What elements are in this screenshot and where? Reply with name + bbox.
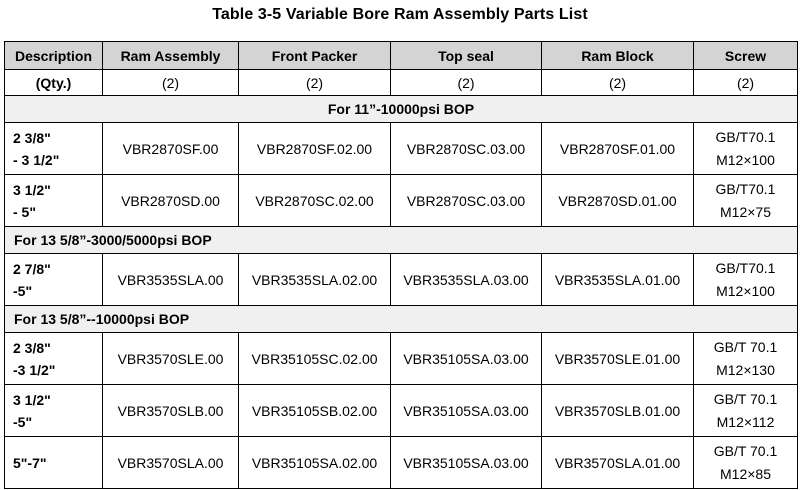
table-row <box>5 385 798 437</box>
top-seal-cell: VBR35105SA.03.00 <box>391 333 542 385</box>
description-cell <box>5 333 103 385</box>
front-packer-cell: VBR35105SA.02.00 <box>239 437 391 489</box>
screw-size: M12×85 <box>720 465 771 482</box>
front-packer-cell: VBR2870SC.02.00 <box>239 175 391 227</box>
ram-block-cell: VBR3570SLE.01.00 <box>542 333 694 385</box>
group-header-row <box>5 227 798 254</box>
table-row <box>5 437 798 489</box>
description-line: 5"-7" <box>13 454 47 471</box>
quantity-cell: (2) <box>391 70 542 96</box>
ram-assembly-cell: VBR3570SLE.00 <box>103 333 239 385</box>
screw-standard: GB/T70.1 <box>715 128 776 145</box>
parts-table <box>4 41 798 489</box>
column-header-top-seal: Top seal <box>391 42 542 70</box>
quantity-label: (Qty.) <box>5 70 103 96</box>
screw-cell <box>694 437 798 489</box>
front-packer-cell: VBR35105SB.02.00 <box>239 385 391 437</box>
ram-assembly-cell: VBR3570SLA.00 <box>103 437 239 489</box>
quantity-cell: (2) <box>694 70 798 96</box>
description-line: -5" <box>13 413 33 430</box>
description-line: 3 1/2" <box>13 391 51 408</box>
description-line: 3 1/2" <box>13 181 51 198</box>
description-line: 2 3/8" <box>13 129 51 146</box>
screw-cell <box>694 254 798 306</box>
description-cell <box>5 254 103 306</box>
description-cell <box>5 123 103 175</box>
ram-block-cell: VBR3570SLB.01.00 <box>542 385 694 437</box>
quantity-cell: (2) <box>542 70 694 96</box>
group-header: For 11”-10000psi BOP <box>5 96 798 123</box>
description-line: - 3 1/2" <box>13 151 60 168</box>
column-header-ram-block: Ram Block <box>542 42 694 70</box>
ram-assembly-cell: VBR2870SF.00 <box>103 123 239 175</box>
ram-assembly-cell: VBR3535SLA.00 <box>103 254 239 306</box>
table-row <box>5 333 798 385</box>
screw-standard: GB/T70.1 <box>715 259 776 276</box>
ram-assembly-cell: VBR3570SLB.00 <box>103 385 239 437</box>
column-header-front-packer: Front Packer <box>239 42 391 70</box>
group-header: For 13 5/8”--10000psi BOP <box>5 306 798 333</box>
table-row <box>5 175 798 227</box>
column-header-description: Description <box>5 42 103 70</box>
top-seal-cell: VBR35105SA.03.00 <box>391 437 542 489</box>
screw-standard: GB/T 70.1 <box>713 442 778 459</box>
screw-size: M12×100 <box>716 151 775 168</box>
screw-standard: GB/T 70.1 <box>713 338 778 355</box>
front-packer-cell: VBR2870SF.02.00 <box>239 123 391 175</box>
screw-size: M12×100 <box>716 282 775 299</box>
top-seal-cell: VBR3535SLA.03.00 <box>391 254 542 306</box>
group-header: For 13 5/8”-3000/5000psi BOP <box>5 227 798 254</box>
description-cell <box>5 385 103 437</box>
description-line: -5" <box>13 282 33 299</box>
screw-size: M12×75 <box>720 203 771 220</box>
ram-block-cell: VBR3535SLA.01.00 <box>542 254 694 306</box>
screw-cell <box>694 175 798 227</box>
top-seal-cell: VBR2870SC.03.00 <box>391 175 542 227</box>
screw-cell <box>694 123 798 175</box>
description-line: 2 7/8" <box>13 260 51 277</box>
table-row <box>5 123 798 175</box>
screw-size: M12×112 <box>716 413 775 430</box>
screw-standard: GB/T 70.1 <box>713 390 778 407</box>
description-line: - 5" <box>13 203 36 220</box>
top-seal-cell: VBR2870SC.03.00 <box>391 123 542 175</box>
group-header-row <box>5 96 798 123</box>
description-line: -3 1/2" <box>13 361 56 378</box>
screw-standard: GB/T70.1 <box>715 180 776 197</box>
header-row <box>5 42 798 70</box>
ram-assembly-cell: VBR2870SD.00 <box>103 175 239 227</box>
quantity-cell: (2) <box>239 70 391 96</box>
description-cell <box>5 175 103 227</box>
description-cell <box>5 437 103 489</box>
column-header-ram-assembly: Ram Assembly <box>103 42 239 70</box>
quantity-row <box>5 70 798 96</box>
top-seal-cell: VBR35105SA.03.00 <box>391 385 542 437</box>
table-row <box>5 254 798 306</box>
front-packer-cell: VBR3535SLA.02.00 <box>239 254 391 306</box>
front-packer-cell: VBR35105SC.02.00 <box>239 333 391 385</box>
ram-block-cell: VBR2870SD.01.00 <box>542 175 694 227</box>
screw-cell <box>694 333 798 385</box>
quantity-cell: (2) <box>103 70 239 96</box>
description-line: 2 3/8" <box>13 339 51 356</box>
group-header-row <box>5 306 798 333</box>
column-header-screw: Screw <box>694 42 798 70</box>
screw-size: M12×130 <box>716 361 775 378</box>
table-title: Table 3-5 Variable Bore Ram Assembly Parts List <box>212 6 588 23</box>
ram-block-cell: VBR3570SLA.01.00 <box>542 437 694 489</box>
ram-block-cell: VBR2870SF.01.00 <box>542 123 694 175</box>
screw-cell <box>694 385 798 437</box>
